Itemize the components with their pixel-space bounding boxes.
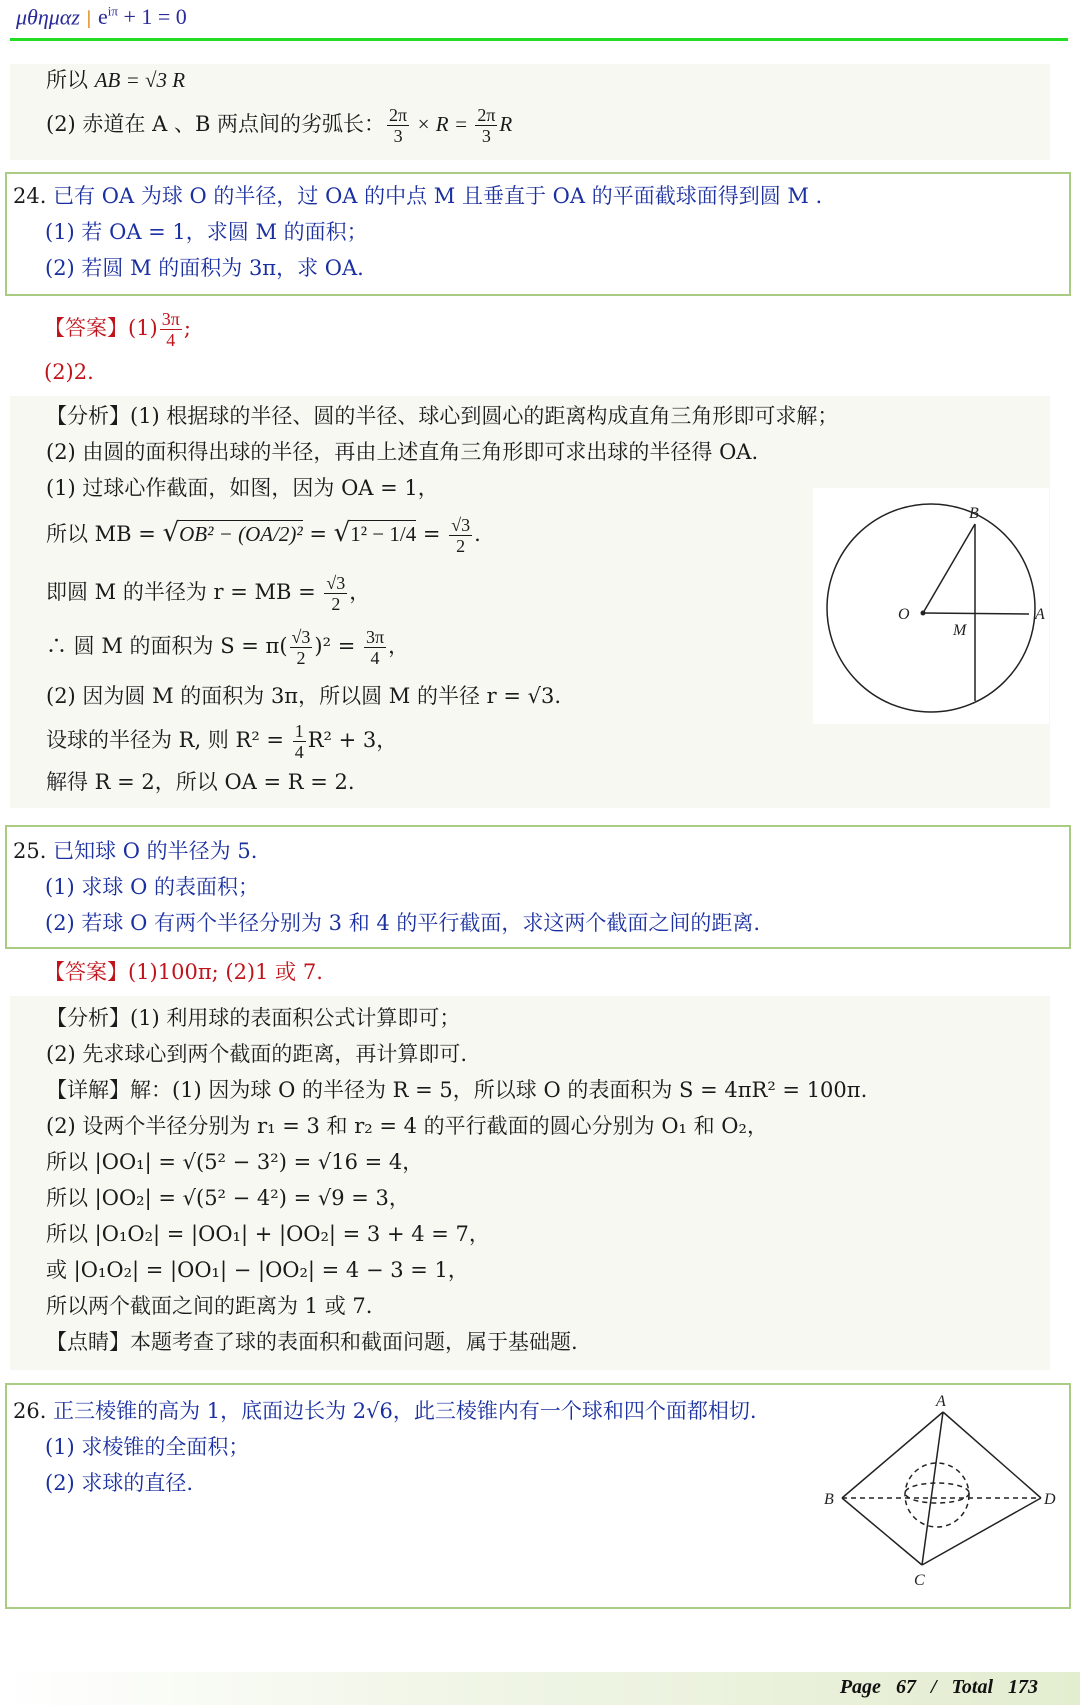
numerator: √3 (291, 627, 311, 647)
denominator: 4 (294, 742, 304, 762)
solution-line: 或 |O₁O₂| = |OO₁| − |OO₂| = 4 − 3 = 1， (46, 1258, 469, 1282)
prev-solution-line-2 (46, 106, 512, 145)
page-indicator (840, 1676, 1038, 1699)
solution-line: 所以 |OO₂| = √(5² − 4²) = √9 = 3， (46, 1186, 410, 1210)
part2-line: 解得 R = 2，所以 OA = R = 2. (46, 770, 355, 794)
tetrahedron-figure (810, 1385, 1070, 1605)
label-O: O (898, 606, 910, 623)
answer-text: (1) (128, 316, 158, 340)
fraction (293, 722, 306, 761)
text: 所以 (46, 68, 95, 92)
area-equation (46, 628, 409, 667)
prev-solution-line-1 (46, 66, 185, 94)
radicand: OB² − (OA/2)² (179, 522, 303, 546)
total-pages: 173 (1008, 1676, 1038, 1698)
page-number: 67 (895, 1676, 916, 1698)
math: AB = √3 R (94, 68, 186, 92)
question-25-solution-block (10, 996, 1050, 1370)
page-footer (0, 1672, 1080, 1705)
numerator: 1 (294, 721, 304, 741)
page-slash: / (930, 1676, 937, 1698)
solution-line: 所以两个截面之间的距离为 1 或 7. (46, 1294, 373, 1318)
question-25-stem (13, 837, 257, 865)
numerator: √3 (326, 573, 346, 593)
solution-line: 【点睛】本题考查了球的表面积和截面问题，属于基础题. (46, 1330, 578, 1354)
fraction (387, 106, 409, 145)
numerator: 3π (161, 309, 180, 329)
analysis-line: (2) 由圆的面积得出球的半径，再由上述直角三角形即可求出球的半径得 OA. (46, 440, 759, 464)
question-number: 24. (13, 184, 47, 208)
label-C: C (914, 1572, 925, 1589)
question-text: 已有 OA 为球 O 的半径，过 OA 的中点 M 且垂直于 OA 的平面截球面得到圆 M . (53, 184, 823, 208)
fraction (290, 628, 313, 667)
label-A: A (1035, 606, 1045, 623)
fraction (449, 516, 472, 555)
question-24-part-1: (1) 若 OA = 1，求圆 M 的面积； (45, 220, 368, 244)
question-26-part-2: (2) 求球的直径. (45, 1471, 194, 1495)
question-25-part-1: (1) 求球 O 的表面积； (45, 875, 259, 899)
text: ∴ 圆 M 的面积为 S = π( (46, 634, 288, 658)
math: R (499, 112, 513, 136)
brand-logo: μθημαz (16, 4, 80, 30)
denominator: 3 (481, 126, 491, 146)
label-B: B (824, 1491, 834, 1508)
page-label: Page (839, 1676, 881, 1698)
label-D: D (1044, 1491, 1056, 1508)
R-equation (46, 722, 397, 761)
denominator: 4 (166, 330, 176, 350)
header-rule (10, 38, 1068, 41)
analysis-line: (1) 过球心作截面，如图，因为 OA = 1， (46, 476, 439, 500)
denominator: 2 (456, 536, 466, 556)
euler-identity (98, 4, 187, 29)
prev-solution-block (10, 64, 1050, 160)
analysis-line: 【分析】(1) 根据球的半径、圆的半径、球心到圆心的距离构成直角三角形即可求解； (46, 404, 839, 428)
text: 设球的半径为 R, 则 R² = (46, 728, 291, 752)
answer-label: 【答案】 (44, 960, 128, 984)
question-text: 正三棱锥的高为 1，底面边长为 2√6，此三棱锥内有一个球和四个面都相切. (53, 1399, 757, 1423)
radicand: 1² − 1/4 (350, 522, 417, 546)
question-number: 26. (13, 1399, 47, 1423)
solution-line: 【分析】(1) 利用球的表面积公式计算即可； (46, 1006, 461, 1030)
mb-equation (46, 516, 481, 555)
part2-line: (2) 因为圆 M 的面积为 3π，所以圆 M 的半径 r = √3. (46, 684, 562, 708)
question-text: 已知球 O 的半径为 5. (53, 839, 258, 863)
sqrt-icon: √ (333, 518, 351, 548)
radius-equation (46, 574, 370, 613)
question-24-stem (13, 182, 822, 210)
denominator: 2 (331, 594, 341, 614)
question-26-part-1: (1) 求棱锥的全面积； (45, 1435, 250, 1459)
answer-label: 【答案】 (44, 316, 128, 340)
solution-line: 所以 |OO₁| = √(5² − 3²) = √16 = 4， (46, 1150, 424, 1174)
solution-line: (2) 设两个半径分别为 r₁ = 3 和 r₂ = 4 的平行截面的圆心分别为 O₁ 和 O₂， (46, 1114, 768, 1138)
numerator: √3 (451, 515, 471, 535)
answer-text: ; (183, 316, 191, 340)
text: 即圆 M 的半径为 r = MB = (46, 580, 323, 604)
circle-diagram-icon (813, 488, 1049, 724)
answer-text: (1)100π; (2)1 或 7. (128, 960, 323, 984)
denominator: 4 (370, 648, 380, 668)
question-24-box (5, 172, 1071, 296)
question-24-part-2: (2) 若圆 M 的面积为 3π，求 OA. (45, 256, 364, 280)
label-B: B (969, 505, 979, 522)
solution-line: 所以 |O₁O₂| = |OO₁| + |OO₂| = 3 + 4 = 7， (46, 1222, 490, 1246)
solution-line: 【详解】解：(1) 因为球 O 的半径为 R = 5，所以球 O 的表面积为 S = 4πR² = 100π. (46, 1078, 868, 1102)
tetrahedron-diagram-icon (810, 1385, 1070, 1605)
euler-exp: iπ (107, 4, 118, 19)
question-25-part-2: (2) 若球 O 有两个半径分别为 3 和 4 的平行截面，求这两个截面之间的距离. (45, 911, 761, 935)
label-M: M (953, 622, 967, 639)
fraction (324, 574, 347, 613)
total-label: Total (951, 1676, 993, 1698)
text: = (302, 522, 334, 546)
question-24-answer-1 (44, 310, 191, 349)
question-25-answer (44, 958, 323, 986)
header-separator: | (85, 8, 92, 30)
fraction (160, 310, 182, 349)
text: (2) 赤道在 A 、B 两点间的劣弧长： (46, 112, 386, 136)
question-24-answer-2: (2)2. (44, 360, 94, 384)
text: R² + 3， (307, 728, 398, 752)
circle-section-figure (813, 488, 1049, 724)
text: )² = (314, 634, 362, 658)
denominator: 2 (296, 648, 306, 668)
fraction (364, 628, 386, 667)
question-26-stem (13, 1397, 757, 1425)
text: = (416, 522, 448, 546)
numerator: 2π (477, 105, 496, 125)
numerator: 3π (365, 627, 385, 647)
text: ， (388, 634, 410, 658)
denominator: 3 (393, 126, 403, 146)
text: 所以 MB = (46, 522, 163, 546)
sqrt-icon: √ (162, 518, 180, 548)
euler-rest: + 1 = 0 (117, 4, 187, 30)
text: . (474, 522, 481, 546)
euler-base: e (98, 4, 108, 30)
solution-line: (2) 先求球心到两个截面的距离，再计算即可. (46, 1042, 468, 1066)
numerator: 2π (389, 105, 408, 125)
text: ， (349, 580, 371, 604)
fraction (475, 106, 497, 145)
question-25-box (5, 825, 1071, 949)
page-header (16, 4, 187, 36)
question-number: 25. (13, 839, 47, 863)
label-A: A (936, 1393, 946, 1410)
math: × R = (411, 112, 474, 136)
